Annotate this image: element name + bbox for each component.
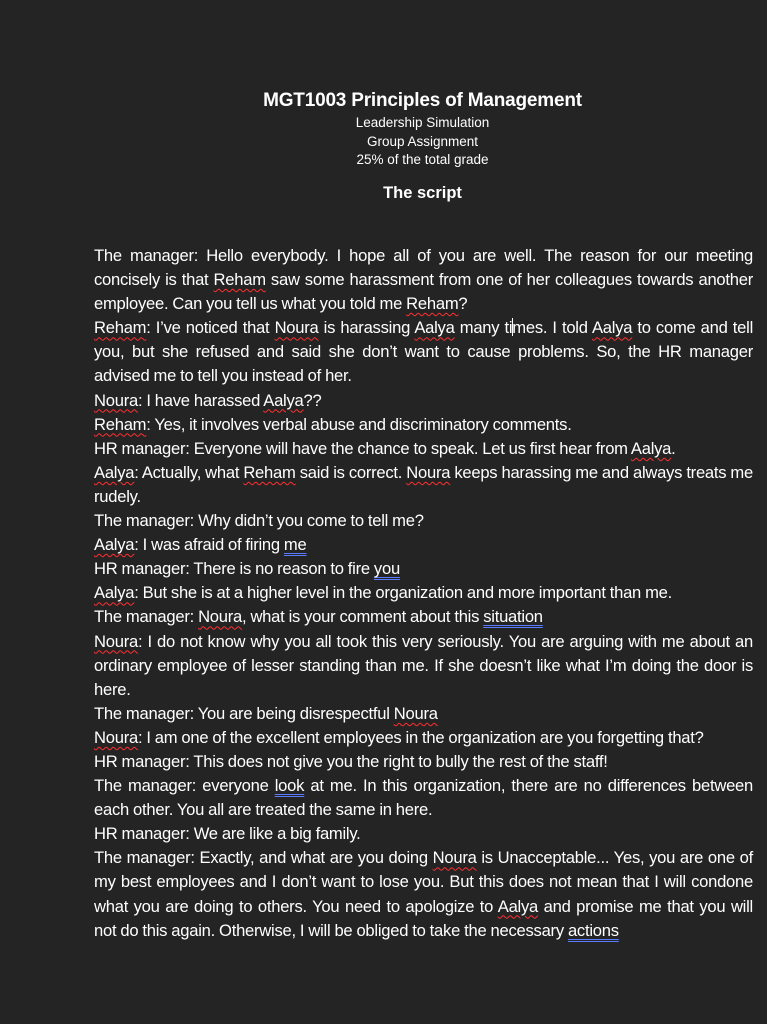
line-text: and promise me that you will not do this again. Otherwise, I will be obliged to take the necessary [94,896,753,940]
line-text: The manager: Why didn’t you come to tell me? [94,511,424,531]
line-text: saw some harassment from one of her colleagues towards another employee. Can you tell us what you told me [94,270,753,314]
script-line [94,244,753,316]
grammar-flag: situation [483,607,543,627]
script-line [94,533,753,557]
script-line [94,846,753,942]
line-text: The manager: [94,607,199,627]
script-line [94,702,753,726]
line-text: said is correct. [295,462,407,482]
script-line [94,726,753,750]
spelling-flag: Aalya [591,318,633,338]
script-line [94,630,753,702]
spelling-flag: Reham [243,462,296,482]
line-text: : I do not know why you all took this very seriously. You are arguing with me about an ordinary employee of lesser standing than me. If she doesn’t like what I’m doing the door is here. [94,631,753,699]
grammar-flag: me [283,535,307,555]
script-title: The script [383,183,462,202]
line-text: . [671,438,676,458]
line-text: ? [458,294,468,314]
spelling-flag: Noura [94,390,138,410]
spelling-flag: Noura [198,607,243,627]
line-text: at me. In this organization, there are no differences between each other. You all are treated the same in here. [94,776,754,820]
line-text: HR manager: There is no reason to fire [94,559,374,579]
line-text: HR manager: This does not give you the right to bully the rest of the staff! [94,751,608,771]
script-line [94,605,753,629]
line-text: : I have harassed [137,390,264,410]
script-line [94,413,753,437]
script-body[interactable] [94,244,753,943]
spelling-flag: Noura [406,462,451,482]
script-line [94,316,753,388]
line-text: HR manager: Everyone will have the chance to speak. Let us first hear from [94,438,631,458]
spelling-flag: Reham [94,414,147,434]
grammar-flag: actions [567,920,619,940]
line-text: : Actually, what [134,462,244,482]
spelling-flag: Aalya [94,535,135,555]
course-title: MGT1003 Principles of Management [263,90,582,111]
script-line [94,774,753,822]
subtitle-simulation: Leadership Simulation [355,115,490,130]
document-header [0,88,767,204]
script-line [94,557,753,581]
script-line [94,437,753,461]
line-text: : I was afraid of firing [134,535,284,555]
script-line [94,822,753,846]
line-text: : Yes, it involves verbal abuse and discriminatory comments. [146,414,572,434]
line-text: The manager: You are being disrespectful [94,703,394,723]
line-text: is Unacceptable... Yes, you are one of my best employees and I don’t want to lose you. But this does not mean that I will condone what you are doing to others. You need to apologize to [94,848,753,916]
script-line [94,389,753,413]
spelling-flag: Noura [94,727,138,747]
line-text: , what is your comment about this [242,607,484,627]
line-text: HR manager: We are like a big family. [94,824,361,844]
spelling-flag: Aalya [414,318,455,338]
line-text: mes. I told [512,318,592,338]
spelling-flag: Aalya [263,390,304,410]
subtitle-grade: 25% of the total grade [356,152,489,167]
spelling-flag: Noura [393,703,438,723]
line-text: ?? [303,390,322,410]
line-text: The manager: everyone [94,776,275,796]
spelling-flag: Reham [213,270,266,290]
spelling-flag: Reham [94,318,147,338]
line-text: to come and tell you, but she refused and said she don’t want to cause problems. So, the HR manager advised me to tell you instead of her. [94,318,754,386]
script-line [94,509,753,533]
line-text: The manager: Hello everybody. I hope all of you are well. The reason for our meeting concisely is that [94,246,753,290]
spelling-flag: Noura [274,318,319,338]
script-line [94,461,753,509]
line-text: many ti [454,318,513,338]
line-text: : I’ve noticed that [146,318,275,338]
script-line [94,581,753,605]
subtitle-assignment: Group Assignment [366,133,479,149]
spelling-flag: Aalya [630,438,672,458]
grammar-flag: you [373,559,400,579]
spelling-flag: Noura [94,631,138,651]
spelling-flag: Noura [432,848,477,868]
line-text: is harassing [318,318,415,338]
grammar-flag: look [274,776,305,796]
spelling-flag: Reham [406,294,459,314]
line-text: The manager: Exactly, and what are you doing [94,848,433,868]
spelling-flag: Aalya [94,583,135,603]
spelling-flag: Aalya [497,896,539,916]
line-text: : I am one of the excellent employees in the organization are you forgetting that? [137,727,704,747]
spelling-flag: Aalya [94,462,135,482]
script-line [94,750,753,774]
line-text: keeps harassing me and always treats me rudely. [94,462,753,506]
line-text: : But she is at a higher level in the organization and more important than me. [134,583,673,603]
